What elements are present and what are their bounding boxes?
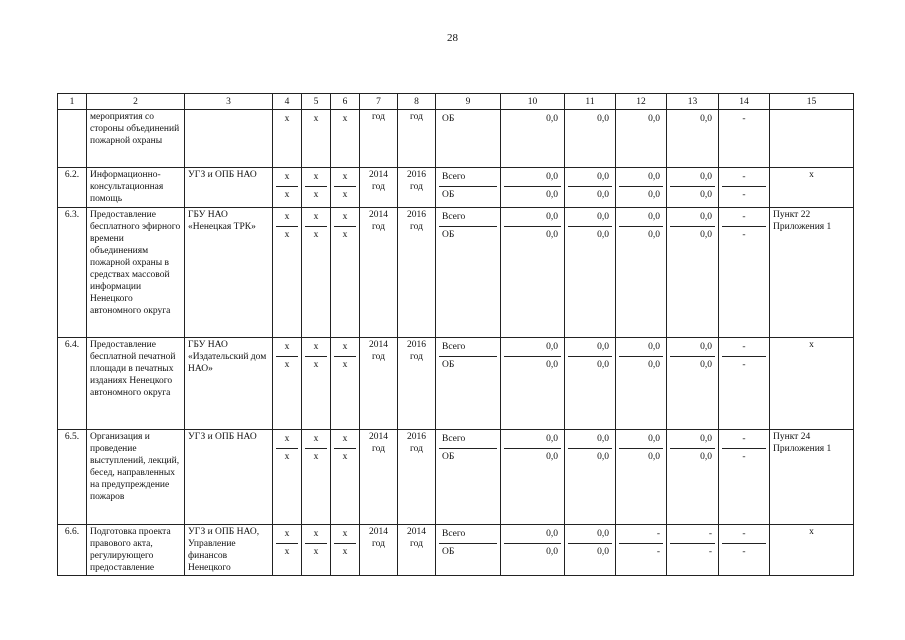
header-cell: 12: [616, 94, 667, 110]
activity-title: мероприятия со стороны объединений пожарной охраны: [87, 110, 185, 168]
amount-col10: [501, 110, 565, 168]
header-cell: 9: [436, 94, 501, 110]
col5-cell-value: x: [313, 230, 319, 240]
amount-col14-value: -: [722, 339, 766, 357]
col5-cell: [302, 168, 331, 208]
col6-cell: [331, 168, 360, 208]
col6-cell: [331, 338, 360, 430]
funding-source: [436, 168, 501, 208]
amount-col11-value: 0,0: [568, 209, 612, 227]
col6-cell-value: x: [334, 339, 356, 357]
executor-name: ГБУ НАО «Ненецкая ТРК»: [185, 208, 273, 338]
executor-name: УГЗ и ОПБ НАО: [185, 168, 273, 208]
col6-cell-value: x: [334, 431, 356, 449]
col6-cell-value: x: [342, 452, 348, 462]
column-number-header-row: [58, 94, 854, 110]
col6-cell-value: x: [334, 209, 356, 227]
reference-note: [770, 110, 854, 168]
amount-col14: [719, 338, 770, 430]
page-number: 28: [447, 32, 458, 44]
amount-col10: [501, 338, 565, 430]
col4-cell-value: x: [276, 339, 298, 357]
funding-source-value: Всего: [439, 169, 497, 187]
col6-cell: [331, 208, 360, 338]
col6-cell-value: x: [334, 526, 356, 544]
header-cell: 10: [501, 94, 565, 110]
amount-col12: [616, 430, 667, 525]
col4-cell-value: x: [284, 230, 290, 240]
amount-col14-value: -: [742, 452, 746, 462]
amount-col13: [667, 430, 719, 525]
amount-col10: [501, 168, 565, 208]
start-year: 2014 год: [360, 208, 398, 338]
reference-note: x: [770, 168, 854, 208]
reference-note: x: [770, 338, 854, 430]
col4-cell-value: x: [276, 169, 298, 187]
activity-title: Предоставление бесплатного эфирного времени объединениям пожарной охраны в средствах массовой информации Ненецкого автономного округа: [87, 208, 185, 338]
header-cell: 7: [360, 94, 398, 110]
col5-cell-value: x: [305, 431, 327, 449]
amount-col12-value: 0,0: [619, 169, 663, 187]
item-number: 6.2.: [58, 168, 87, 208]
amount-col13-value: 0,0: [670, 431, 715, 449]
col4-cell-value: x: [284, 190, 290, 200]
funding-source: [436, 338, 501, 430]
amount-col10: [501, 525, 565, 576]
amount-col13: [667, 338, 719, 430]
start-year: 2014 год: [360, 168, 398, 208]
header-cell: 1: [58, 94, 87, 110]
funding-source: [436, 110, 501, 168]
col5-cell-value: x: [313, 360, 319, 370]
amount-col13-value: 0,0: [670, 339, 715, 357]
amount-col12-value: 0,0: [648, 190, 660, 200]
table-row: [58, 338, 854, 430]
amount-col11-value: 0,0: [568, 431, 612, 449]
col5-cell-value: x: [305, 169, 327, 187]
activity-title: Организация и проведение выступлений, лекций, бесед, направленных на предупреждение пожаров: [87, 430, 185, 525]
amount-col10-value: 0,0: [546, 230, 558, 240]
amount-col14-value: -: [722, 431, 766, 449]
funding-source-value: ОБ: [442, 190, 455, 200]
amount-col13-value: 0,0: [700, 190, 712, 200]
funding-source-value: ОБ: [442, 360, 455, 370]
col6-cell-value: x: [342, 547, 348, 557]
amount-col12-value: 0,0: [619, 431, 663, 449]
col5-cell-value: x: [313, 114, 319, 124]
item-number: 6.4.: [58, 338, 87, 430]
amount-col14: [719, 168, 770, 208]
amount-col10-value: 0,0: [504, 169, 561, 187]
header-cell: 2: [87, 94, 185, 110]
end-year: 2016 год: [398, 168, 436, 208]
amount-col11-value: 0,0: [568, 526, 612, 544]
col6-cell-value: x: [342, 190, 348, 200]
amount-col11-value: 0,0: [597, 230, 609, 240]
amount-col10-value: 0,0: [546, 452, 558, 462]
end-year: 2016 год: [398, 338, 436, 430]
amount-col12-value: -: [619, 526, 663, 544]
amount-col10: [501, 430, 565, 525]
amount-col11-value: 0,0: [597, 547, 609, 557]
amount-col14: [719, 208, 770, 338]
col6-cell-value: x: [342, 114, 348, 124]
col6-cell: [331, 110, 360, 168]
activity-title: Предоставление бесплатной печатной площади в печатных изданиях Ненецкого автономного округа: [87, 338, 185, 430]
amount-col10-value: 0,0: [504, 209, 561, 227]
amount-col13: [667, 110, 719, 168]
executor-name: УГЗ и ОПБ НАО: [185, 430, 273, 525]
amount-col13: [667, 168, 719, 208]
amount-col14-value: -: [742, 114, 746, 124]
col5-cell-value: x: [313, 547, 319, 557]
funding-source: [436, 208, 501, 338]
amount-col13-value: 0,0: [670, 169, 715, 187]
header-cell: 11: [565, 94, 616, 110]
col5-cell-value: x: [313, 190, 319, 200]
reference-note: Пункт 24 Приложения 1: [770, 430, 854, 525]
header-cell: 15: [770, 94, 854, 110]
col5-cell: [302, 338, 331, 430]
col5-cell-value: x: [305, 339, 327, 357]
funding-source-value: ОБ: [442, 452, 455, 462]
amount-col10-value: 0,0: [546, 360, 558, 370]
col4-cell: [273, 168, 302, 208]
funding-source: [436, 430, 501, 525]
start-year: год: [360, 110, 398, 168]
amount-col14-value: -: [742, 230, 746, 240]
col5-cell-value: x: [305, 526, 327, 544]
amount-col12: [616, 208, 667, 338]
header-cell: 6: [331, 94, 360, 110]
header-cell: 14: [719, 94, 770, 110]
col5-cell-value: x: [313, 452, 319, 462]
table-row: [58, 208, 854, 338]
col4-cell-value: x: [284, 452, 290, 462]
funding-source: [436, 525, 501, 576]
end-year: 2014 год: [398, 525, 436, 576]
amount-col11: [565, 110, 616, 168]
start-year: 2014 год: [360, 430, 398, 525]
col5-cell: [302, 525, 331, 576]
amount-col11-value: 0,0: [597, 452, 609, 462]
col4-cell: [273, 338, 302, 430]
header-cell: 8: [398, 94, 436, 110]
funding-source-value: Всего: [439, 209, 497, 227]
amount-col11: [565, 168, 616, 208]
amount-col14-value: -: [722, 169, 766, 187]
funding-source-value: Всего: [439, 339, 497, 357]
amount-col10-value: 0,0: [546, 547, 558, 557]
col6-cell-value: x: [334, 169, 356, 187]
activity-title: Подготовка проекта правового акта, регулирующего предоставление: [87, 525, 185, 576]
amount-col11-value: 0,0: [568, 339, 612, 357]
col6-cell: [331, 430, 360, 525]
col4-cell: [273, 110, 302, 168]
executor-name: [185, 110, 273, 168]
funding-source-value: ОБ: [442, 230, 455, 240]
amount-col13-value: 0,0: [700, 114, 712, 124]
amount-col12-value: 0,0: [619, 339, 663, 357]
amount-col13: [667, 525, 719, 576]
amount-col12: [616, 525, 667, 576]
amount-col12-value: 0,0: [648, 360, 660, 370]
header-cell: 3: [185, 94, 273, 110]
end-year: 2016 год: [398, 208, 436, 338]
amount-col14-value: -: [742, 190, 746, 200]
amount-col12-value: 0,0: [619, 209, 663, 227]
amount-col12-value: 0,0: [648, 230, 660, 240]
table-row: [58, 525, 854, 576]
col5-cell: [302, 208, 331, 338]
funding-source-value: Всего: [439, 526, 497, 544]
col4-cell-value: x: [284, 360, 290, 370]
amount-col13: [667, 208, 719, 338]
col5-cell-value: x: [305, 209, 327, 227]
col4-cell: [273, 430, 302, 525]
amount-col10-value: 0,0: [504, 339, 561, 357]
amount-col14-value: -: [722, 209, 766, 227]
col4-cell: [273, 525, 302, 576]
reference-note: x: [770, 525, 854, 576]
amount-col10-value: 0,0: [504, 431, 561, 449]
item-number: [58, 110, 87, 168]
amount-col14-value: -: [722, 526, 766, 544]
amount-col13-value: 0,0: [700, 230, 712, 240]
amount-col12-value: 0,0: [648, 452, 660, 462]
amount-col11: [565, 525, 616, 576]
amount-col13-value: -: [670, 526, 715, 544]
amount-col11-value: 0,0: [597, 190, 609, 200]
executor-name: ГБУ НАО «Издательский дом НАО»: [185, 338, 273, 430]
amount-col12: [616, 338, 667, 430]
end-year: год: [398, 110, 436, 168]
amount-col14: [719, 525, 770, 576]
col6-cell-value: x: [342, 230, 348, 240]
amount-col10-value: 0,0: [546, 190, 558, 200]
item-number: 6.3.: [58, 208, 87, 338]
amount-col12-value: -: [656, 547, 660, 557]
activity-title: Информационно-консультационная помощь: [87, 168, 185, 208]
reference-note: Пункт 22 Приложения 1: [770, 208, 854, 338]
end-year: 2016 год: [398, 430, 436, 525]
program-activities-table: [57, 93, 854, 576]
funding-source-value: ОБ: [442, 114, 455, 124]
amount-col10: [501, 208, 565, 338]
amount-col11-value: 0,0: [568, 169, 612, 187]
col6-cell: [331, 525, 360, 576]
amount-col14-value: -: [742, 360, 746, 370]
col5-cell: [302, 110, 331, 168]
funding-source-value: ОБ: [442, 547, 455, 557]
col4-cell-value: x: [276, 526, 298, 544]
col4-cell: [273, 208, 302, 338]
amount-col12: [616, 110, 667, 168]
start-year: 2014 год: [360, 525, 398, 576]
col4-cell-value: x: [276, 431, 298, 449]
col4-cell-value: x: [276, 209, 298, 227]
start-year: 2014 год: [360, 338, 398, 430]
amount-col11: [565, 208, 616, 338]
col4-cell-value: x: [284, 114, 290, 124]
amount-col11-value: 0,0: [597, 360, 609, 370]
amount-col10-value: 0,0: [504, 526, 561, 544]
col5-cell: [302, 430, 331, 525]
amount-col10-value: 0,0: [546, 114, 558, 124]
executor-name: УГЗ и ОПБ НАО, Управление финансов Ненецкого: [185, 525, 273, 576]
amount-col14-value: -: [742, 547, 746, 557]
item-number: 6.5.: [58, 430, 87, 525]
amount-col12: [616, 168, 667, 208]
amount-col14: [719, 110, 770, 168]
amount-col13-value: 0,0: [670, 209, 715, 227]
amount-col12-value: 0,0: [648, 114, 660, 124]
amount-col14: [719, 430, 770, 525]
table-row: [58, 110, 854, 168]
amount-col13-value: -: [708, 547, 712, 557]
header-cell: 13: [667, 94, 719, 110]
table-row: [58, 168, 854, 208]
col4-cell-value: x: [284, 547, 290, 557]
funding-source-value: Всего: [439, 431, 497, 449]
amount-col11-value: 0,0: [597, 114, 609, 124]
header-cell: 5: [302, 94, 331, 110]
col6-cell-value: x: [342, 360, 348, 370]
item-number: 6.6.: [58, 525, 87, 576]
amount-col11: [565, 430, 616, 525]
table-row: [58, 430, 854, 525]
amount-col11: [565, 338, 616, 430]
header-cell: 4: [273, 94, 302, 110]
amount-col13-value: 0,0: [700, 360, 712, 370]
amount-col13-value: 0,0: [700, 452, 712, 462]
